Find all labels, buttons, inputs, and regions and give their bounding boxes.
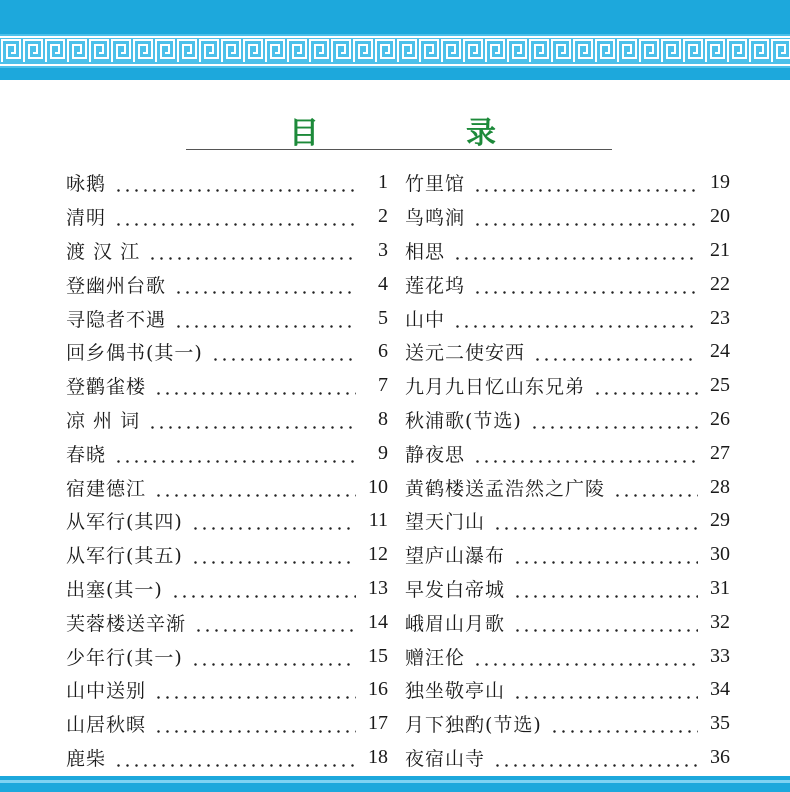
- dot-leader: [513, 545, 698, 564]
- toc-entry-page: 22: [710, 272, 730, 295]
- toc-entry[interactable]: [405, 504, 730, 538]
- toc-entry-page: 18: [368, 745, 388, 768]
- dot-leader: [513, 579, 698, 598]
- toc-entry[interactable]: [66, 605, 388, 639]
- toc-entry-page: 25: [710, 374, 730, 397]
- dot-leader: [473, 207, 698, 226]
- dot-leader: [114, 173, 356, 192]
- toc-entry[interactable]: [66, 234, 388, 268]
- dot-leader: [114, 207, 356, 226]
- dot-leader: [154, 714, 356, 733]
- dot-leader: [154, 376, 356, 395]
- toc-entry[interactable]: [405, 470, 730, 504]
- toc-entry-title: 峨眉山月歌: [405, 612, 506, 635]
- toc-entry-page: 36: [710, 745, 730, 768]
- dot-leader: [473, 173, 698, 192]
- dot-leader: [211, 342, 356, 361]
- toc-left-column: [66, 166, 388, 774]
- toc-entry-title: 秋浦歌(节选): [405, 409, 522, 432]
- dot-leader: [174, 275, 356, 294]
- page-title: [0, 108, 790, 151]
- toc-entry-title: 静夜思: [405, 443, 466, 466]
- toc-entry-title: 莲花坞: [405, 274, 466, 297]
- toc-entry[interactable]: [405, 538, 730, 572]
- toc-entry-title: 月下独酌(节选): [405, 714, 542, 737]
- toc-entry[interactable]: [66, 504, 388, 538]
- toc-entry-page: 24: [710, 340, 730, 363]
- toc-entry-title: 芙蓉楼送辛渐: [66, 612, 187, 635]
- dot-leader: [530, 410, 698, 429]
- meander-pattern: [0, 36, 790, 66]
- toc-entry-page: 28: [710, 475, 730, 498]
- toc-entry-title: 鸟鸣涧: [405, 207, 466, 230]
- toc-entry-page: 35: [710, 712, 730, 735]
- toc-entry-page: 2: [378, 205, 388, 228]
- toc-entry-page: 33: [710, 644, 730, 667]
- toc-entry[interactable]: [66, 436, 388, 470]
- toc-entry-page: 11: [368, 509, 388, 532]
- toc-entry-title: 少年行(其一): [66, 646, 183, 669]
- dot-leader: [513, 613, 698, 632]
- toc-entry-page: 8: [378, 407, 388, 430]
- toc-entry-page: 5: [378, 306, 388, 329]
- toc-entry[interactable]: [405, 436, 730, 470]
- dot-leader: [453, 241, 698, 260]
- toc-entry-page: 29: [710, 509, 730, 532]
- toc-entry-page: 32: [710, 610, 730, 633]
- dot-leader: [593, 376, 698, 395]
- dot-leader: [154, 680, 356, 699]
- toc-entry[interactable]: [66, 166, 388, 200]
- dot-leader: [473, 647, 698, 666]
- dot-leader: [613, 478, 698, 497]
- dot-leader: [174, 309, 356, 328]
- toc-entry[interactable]: [405, 639, 730, 673]
- toc-entry[interactable]: [405, 741, 730, 775]
- toc-entry-page: 10: [368, 475, 388, 498]
- toc-entry-title: 望庐山瀑布: [405, 545, 506, 568]
- dot-leader: [194, 613, 356, 632]
- toc-entry-title: 登幽州台歌: [66, 274, 167, 297]
- toc-entry[interactable]: [66, 673, 388, 707]
- title-char-2: 录: [466, 116, 496, 151]
- toc-entry-title: 山中: [405, 308, 446, 331]
- toc-entry-title: 渡 汉 江: [66, 240, 141, 263]
- toc-entry-title: 独坐敬亭山: [405, 680, 506, 703]
- toc-entry[interactable]: [405, 673, 730, 707]
- dot-leader: [473, 444, 698, 463]
- toc-entry[interactable]: [66, 267, 388, 301]
- toc-entry-page: 7: [378, 374, 388, 397]
- toc-entry[interactable]: [66, 403, 388, 437]
- toc-entry-title: 山中送别: [66, 680, 147, 703]
- dot-leader: [453, 309, 698, 328]
- toc-entry-page: 13: [368, 576, 388, 599]
- toc-entry[interactable]: [66, 470, 388, 504]
- toc-entry[interactable]: [66, 572, 388, 606]
- dot-leader: [154, 478, 356, 497]
- toc-entry-page: 16: [368, 678, 388, 701]
- bottom-decorative-band: [0, 776, 790, 792]
- toc-entry-page: 17: [368, 712, 388, 735]
- dot-leader: [493, 748, 698, 767]
- dot-leader: [191, 545, 356, 564]
- toc-entry-title: 送元二使安西: [405, 342, 526, 365]
- toc-entry-title: 春晓: [66, 443, 107, 466]
- toc-entry[interactable]: [405, 369, 730, 403]
- toc-entry-page: 15: [368, 644, 388, 667]
- toc-entry-page: 34: [710, 678, 730, 701]
- toc-entry[interactable]: [66, 538, 388, 572]
- dot-leader: [191, 647, 356, 666]
- toc-entry[interactable]: [405, 403, 730, 437]
- toc-entry[interactable]: [405, 707, 730, 741]
- toc-entry-page: 1: [378, 171, 388, 194]
- toc-entry-page: 19: [710, 171, 730, 194]
- bottom-band-line: [0, 780, 790, 783]
- dot-leader: [550, 714, 698, 733]
- toc-entry[interactable]: [66, 741, 388, 775]
- toc-entry[interactable]: [405, 200, 730, 234]
- dot-leader: [513, 680, 698, 699]
- toc-entry[interactable]: [66, 707, 388, 741]
- title-underline: [186, 149, 612, 150]
- toc-entry[interactable]: [405, 267, 730, 301]
- dot-leader: [148, 410, 356, 429]
- toc-entry-page: 20: [710, 205, 730, 228]
- toc-entry[interactable]: [66, 639, 388, 673]
- toc-entry-page: 3: [378, 238, 388, 261]
- toc-entry-page: 21: [710, 238, 730, 261]
- toc-entry[interactable]: [405, 572, 730, 606]
- toc-entry[interactable]: [66, 335, 388, 369]
- toc-entry-title: 夜宿山寺: [405, 747, 486, 770]
- toc-entry[interactable]: [405, 335, 730, 369]
- toc-entry[interactable]: [405, 166, 730, 200]
- title-char-1: 目: [289, 116, 319, 151]
- toc-right-column: [405, 166, 730, 774]
- toc-entry-page: 26: [710, 407, 730, 430]
- toc-entry-title: 望天门山: [405, 511, 486, 534]
- toc-entry-page: 27: [710, 441, 730, 464]
- toc-entry-title: 赠汪伦: [405, 646, 466, 669]
- toc-entry[interactable]: [405, 605, 730, 639]
- toc-entry-title: 早发白帝城: [405, 578, 506, 601]
- toc-entry-page: 4: [378, 272, 388, 295]
- dot-leader: [191, 511, 356, 530]
- toc-entry-page: 23: [710, 306, 730, 329]
- dot-leader: [473, 275, 698, 294]
- dot-leader: [533, 342, 698, 361]
- toc-entry-title: 寻隐者不遇: [66, 308, 167, 331]
- toc-entry-title: 登鹳雀楼: [66, 376, 147, 399]
- toc-entry-page: 6: [378, 340, 388, 363]
- toc-entry-title: 山居秋暝: [66, 714, 147, 737]
- dot-leader: [493, 511, 698, 530]
- toc-entry[interactable]: [405, 301, 730, 335]
- dot-leader: [148, 241, 356, 260]
- toc-entry-page: 14: [368, 610, 388, 633]
- dot-leader: [114, 444, 356, 463]
- toc-entry-title: 相思: [405, 240, 446, 263]
- toc-entry[interactable]: [66, 369, 388, 403]
- toc-entry-title: 从军行(其五): [66, 545, 183, 568]
- toc-entry-title: 九月九日忆山东兄弟: [405, 376, 586, 399]
- toc-entry-title: 回乡偶书(其一): [66, 342, 203, 365]
- toc-entry-page: 9: [378, 441, 388, 464]
- toc-entry-title: 鹿柴: [66, 747, 107, 770]
- dot-leader: [171, 579, 356, 598]
- toc-entry-page: 30: [710, 543, 730, 566]
- toc-entry-title: 咏鹅: [66, 173, 107, 196]
- top-decorative-band: [0, 0, 790, 80]
- toc-entry-title: 竹里馆: [405, 173, 466, 196]
- toc-entry-page: 31: [710, 576, 730, 599]
- dot-leader: [114, 748, 356, 767]
- toc-entry[interactable]: [66, 200, 388, 234]
- toc-entry-title: 宿建德江: [66, 477, 147, 500]
- toc-entry-page: 12: [368, 543, 388, 566]
- toc-entry-title: 从军行(其四): [66, 511, 183, 534]
- toc-entry[interactable]: [405, 234, 730, 268]
- toc-entry-title: 凉 州 词: [66, 409, 141, 432]
- toc-entry-title: 清明: [66, 207, 107, 230]
- toc-entry[interactable]: [66, 301, 388, 335]
- toc-entry-title: 黄鹤楼送孟浩然之广陵: [405, 477, 606, 500]
- toc-entry-title: 出塞(其一): [66, 578, 163, 601]
